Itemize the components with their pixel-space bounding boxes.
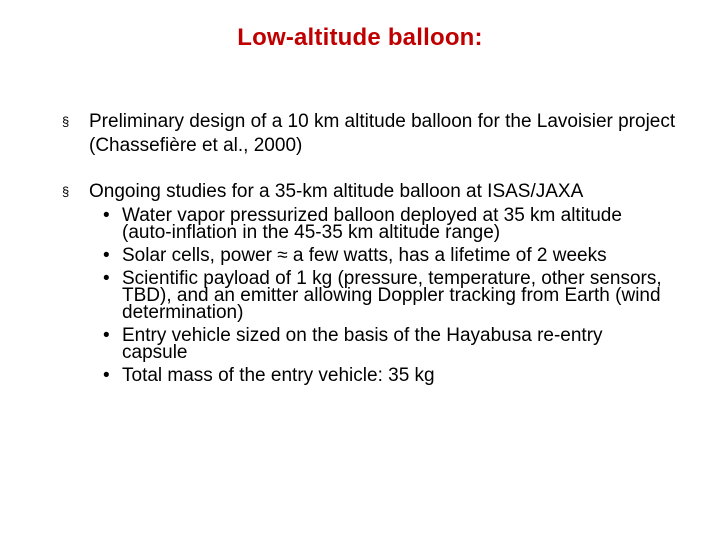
sub-bullet-list [89,204,663,387]
dot-bullet-icon: • [103,205,110,226]
dot-bullet-icon: • [103,325,110,346]
sub-bullet-item [103,267,663,324]
bullet-item [62,110,702,158]
dot-bullet-icon: • [103,365,110,386]
slide-content [62,110,702,387]
bullet-item [62,180,702,387]
sub-bullet-item [103,204,663,244]
bullet-text: Preliminary design of a 10 km altitude balloon for the Lavoisier project (Chassefière et al., 2000) [89,111,676,156]
dot-bullet-icon: • [103,245,110,266]
slide-title: Low-altitude balloon: [237,24,483,51]
sub-bullet-item [103,364,663,387]
sub-bullet-item [103,244,663,267]
dot-bullet-icon: • [103,268,110,289]
sub-bullet-item [103,324,663,364]
section-bullet-icon: § [62,184,70,199]
sub-bullet-text: Solar cells, power ≈ a few watts, has a lifetime of 2 weeks [122,245,607,266]
sub-bullet-text: Entry vehicle sized on the basis of the Hayabusa re-entry capsule [122,325,603,363]
bullet-text: Ongoing studies for a 35-km altitude balloon at ISAS/JAXA [89,181,584,202]
sub-bullet-text: Total mass of the entry vehicle: 35 kg [122,365,435,386]
sub-bullet-text: Water vapor pressurized balloon deployed at 35 km altitude (auto-inflation in the 45-35 km altitude range) [122,205,622,243]
sub-bullet-text: Scientific payload of 1 kg (pressure, temperature, other sensors, TBD), and an emitter allowing Doppler tracking from Earth (wind determination) [122,268,662,323]
section-bullet-icon: § [62,114,70,129]
